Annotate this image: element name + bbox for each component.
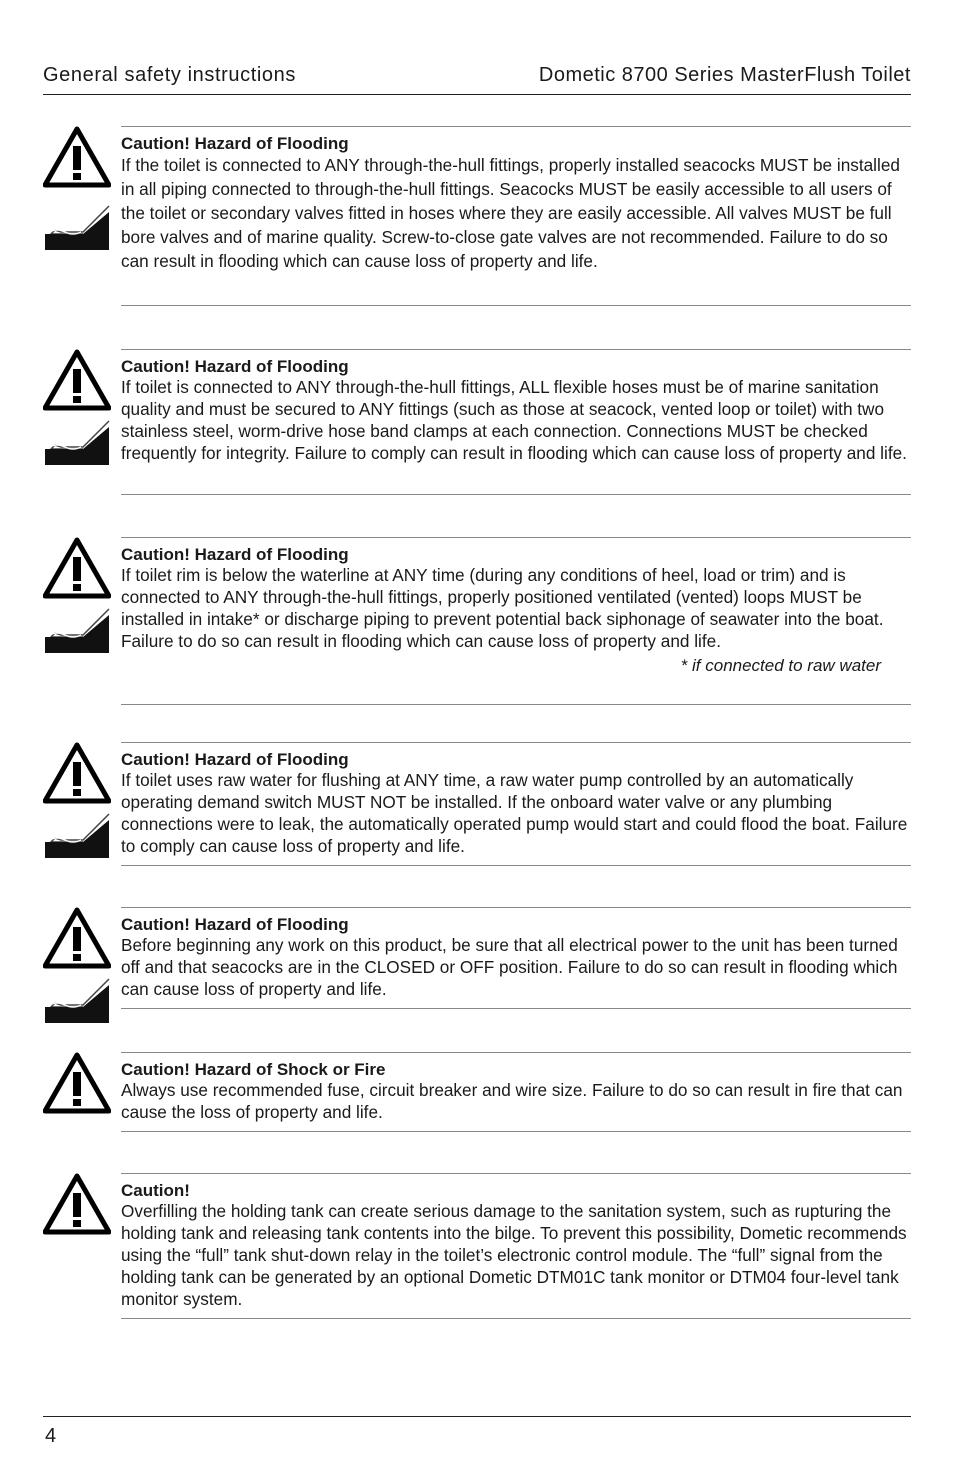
warning-icons bbox=[43, 349, 111, 473]
warning-icons bbox=[43, 1173, 111, 1235]
warning-icons bbox=[43, 907, 111, 1031]
warning-body bbox=[121, 537, 911, 705]
page-number: 4 bbox=[45, 1425, 57, 1447]
flooding-hull-icon bbox=[43, 605, 111, 661]
warning-text: Overfilling the holding tank can create serious damage to the sanitation system, such as rupturing the holding tank and releasing tank contents into the bilge. To prevent this possibility, Dometic recommends using the “full” tank shut-down relay in the toilet’s electronic control module. The “full” signal from the holding tank can be generated by an optional Dometic DTM01C tank monitor or DTM04 four-level tank monitor system. bbox=[121, 1201, 907, 1309]
warning-body bbox=[121, 907, 911, 1009]
flooding-hull-icon bbox=[43, 810, 111, 866]
warning-text: If toilet is connected to ANY through-the-hull fittings, ALL flexible hoses must be of marine sanitation quality and must be secured to ANY fittings (such as those at seacock, vented loop or toilet) with two stainless steel, worm-drive hose band clamps at each connection. Connections MUST be checked frequently for integrity. Failure to comply can result in flooding which can cause loss of property and life. bbox=[121, 377, 907, 463]
warning-triangle-icon bbox=[43, 126, 111, 188]
section-title: General safety instructions bbox=[43, 64, 296, 86]
warning-triangle-icon bbox=[43, 1173, 111, 1235]
warning-text: If toilet rim is below the waterline at ANY time (during any conditions of heel, load or trim) and is connected to ANY through-the-hull fittings, properly positioned ventilated (vented) loops MUST be installed in intake* or discharge piping to prevent potential back siphonage of seawater into the boat. Failure to do so can result in flooding which can cause loss of property and life. bbox=[121, 565, 884, 651]
footnote: * if connected to raw water bbox=[680, 656, 881, 675]
flooding-hull-icon bbox=[43, 202, 111, 258]
warning-body bbox=[121, 1173, 911, 1319]
warning-title: Caution! Hazard of Flooding bbox=[121, 357, 349, 376]
warning-triangle-icon bbox=[43, 1052, 111, 1114]
warning-title: Caution! bbox=[121, 1181, 190, 1200]
warning-icons bbox=[43, 742, 111, 866]
page-header bbox=[43, 62, 911, 95]
warning-title: Caution! Hazard of Flooding bbox=[121, 750, 349, 769]
warning-icons bbox=[43, 537, 111, 661]
warning-body bbox=[121, 742, 911, 866]
warning-title: Caution! Hazard of Flooding bbox=[121, 915, 349, 934]
warning-text: If the toilet is connected to ANY through-the-hull fittings, properly installed seacocks MUST be installed in all piping connected to through-the-hull fittings. Seacocks MUST be easily accessible to all users of the toilet or secondary valves fitted in hoses where they are easily accessible. All valves MUST be full bore valves and of marine quality. Screw-to-close gate valves are not recommended. Failure to do so can result in flooding which can cause loss of property and life. bbox=[121, 155, 900, 271]
warning-title: Caution! Hazard of Flooding bbox=[121, 545, 349, 564]
warning-body bbox=[121, 126, 911, 306]
flooding-hull-icon bbox=[43, 417, 111, 473]
warning-text: Before beginning any work on this product, be sure that all electrical power to the unit has been turned off and that seacocks are in the CLOSED or OFF position. Failure to do so can result in flooding which can cause loss of property and life. bbox=[121, 935, 898, 999]
product-title: Dometic 8700 Series MasterFlush Toilet bbox=[538, 64, 911, 86]
warning-triangle-icon bbox=[43, 537, 111, 599]
warning-triangle-icon bbox=[43, 742, 111, 804]
page-footer bbox=[43, 1416, 911, 1447]
flooding-hull-icon bbox=[43, 975, 111, 1031]
warning-triangle-icon bbox=[43, 349, 111, 411]
warning-text: If toilet uses raw water for flushing at ANY time, a raw water pump controlled by an automatically operating demand switch MUST NOT be installed. If the onboard water valve or any plumbing connections were to leak, the automatically operated pump would start and could flood the boat. Failure to comply can cause loss of property and life. bbox=[121, 770, 908, 856]
warning-body bbox=[121, 349, 911, 495]
warning-triangle-icon bbox=[43, 907, 111, 969]
warning-icons bbox=[43, 126, 111, 258]
warning-text: Always use recommended fuse, circuit breaker and wire size. Failure to do so can result in fire that can cause the loss of property and life. bbox=[121, 1080, 903, 1122]
warning-icons bbox=[43, 1052, 111, 1114]
warning-title: Caution! Hazard of Shock or Fire bbox=[121, 1060, 386, 1079]
warning-title: Caution! Hazard of Flooding bbox=[121, 134, 349, 153]
warning-body bbox=[121, 1052, 911, 1132]
